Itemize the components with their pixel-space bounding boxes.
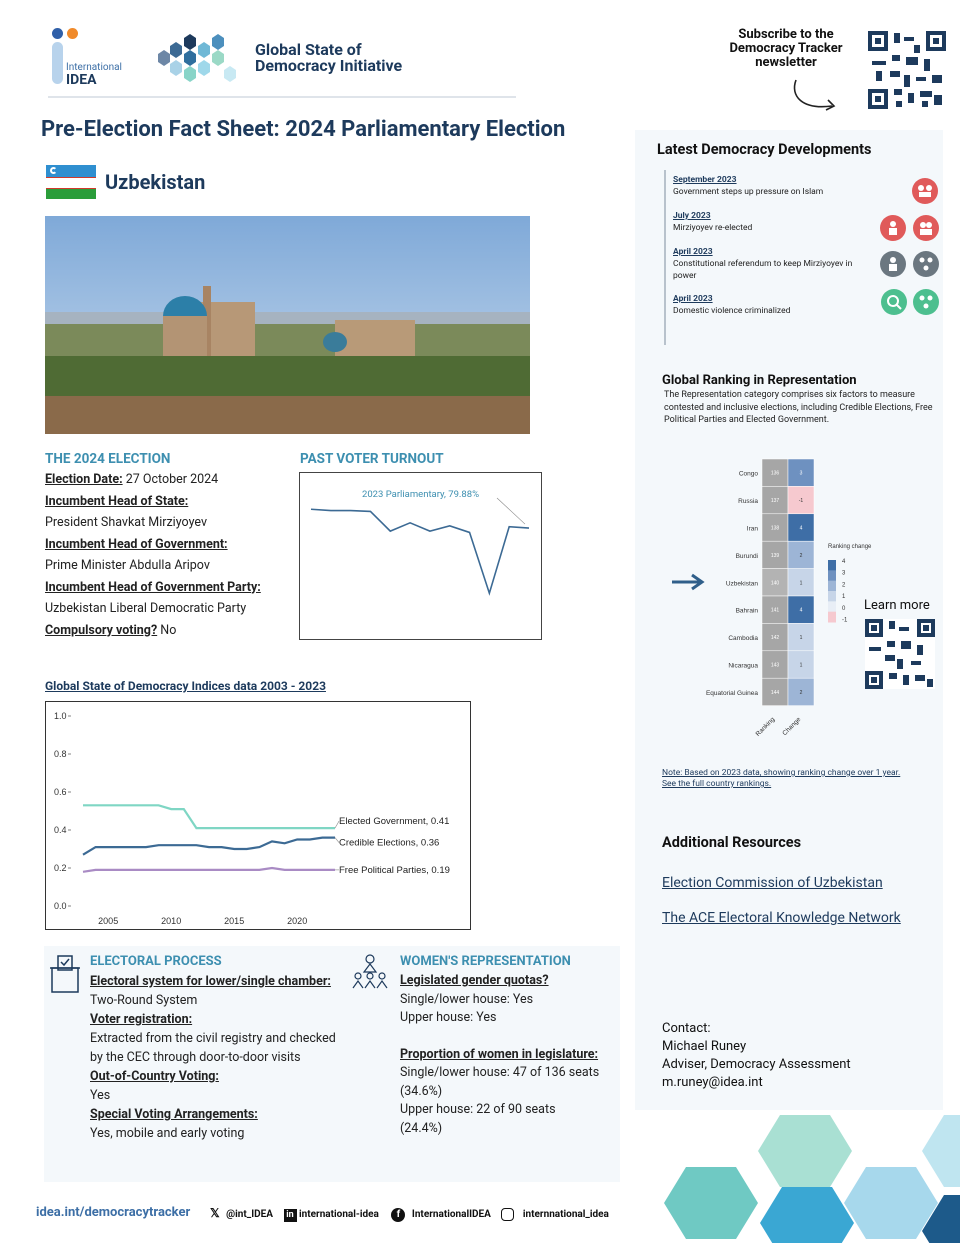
indices-chart bbox=[45, 701, 471, 930]
ace-network-link[interactable]: The ACE Electoral Knowledge Network bbox=[662, 910, 901, 926]
footer-site-link[interactable]: idea.int/democracytracker bbox=[36, 1205, 191, 1220]
ranking-value: 138 bbox=[770, 525, 780, 532]
contact-email[interactable]: m.runey@idea.int bbox=[662, 1075, 763, 1090]
ranking-value: 139 bbox=[770, 552, 780, 559]
women-heading: WOMEN'S REPRESENTATION bbox=[400, 954, 571, 969]
turnout-annotation: 2023 Parliamentary, 79.88% bbox=[362, 489, 480, 500]
learn-more-label[interactable]: Learn more bbox=[864, 598, 930, 613]
uzbekistan-flag bbox=[46, 165, 96, 199]
country-label: Burundi bbox=[735, 552, 758, 560]
change-value: 1 bbox=[799, 580, 803, 587]
heatmap-x-label: Ranking bbox=[754, 716, 777, 738]
quota-lower: Single/lower house: Yes bbox=[400, 991, 534, 1007]
prop-lower: Single/lower house: 47 of 136 seats (34.6%) bbox=[400, 1065, 600, 1099]
x-tick-label: 2015 bbox=[224, 916, 245, 926]
heatmap-x-label: Change bbox=[781, 716, 803, 738]
y-tick-label: 0.8 bbox=[54, 749, 67, 759]
y-tick-label: 0.0 bbox=[54, 901, 67, 911]
legend-tick: 3 bbox=[842, 570, 846, 577]
country-label: Congo bbox=[738, 470, 758, 478]
legend-swatch bbox=[828, 581, 836, 592]
initiative-title bbox=[255, 42, 402, 74]
ranking-heatmap bbox=[690, 455, 872, 745]
ballot-box-icon bbox=[48, 954, 82, 994]
y-tick-label: 1.0 bbox=[54, 711, 67, 721]
compulsory-label: Compulsory voting? bbox=[45, 622, 158, 638]
head-gov-label: Incumbent Head of Government: bbox=[45, 536, 228, 552]
contact-name: Michael Runey bbox=[662, 1039, 747, 1054]
head-gov-value: Prime Minister Abdulla Aripov bbox=[45, 558, 210, 573]
quota-label: Legislated gender quotas? bbox=[400, 973, 549, 988]
country-label: Russia bbox=[738, 498, 758, 506]
samarkand-photo bbox=[45, 216, 530, 434]
change-value: 4 bbox=[799, 525, 803, 532]
indices-heading[interactable]: Global State of Democracy Indices data 2003 - 2023 bbox=[45, 679, 326, 693]
initiative-line1: Global State of bbox=[255, 40, 362, 59]
change-value: -1 bbox=[798, 498, 804, 505]
people-icon bbox=[880, 251, 906, 277]
newsletter-qr-code[interactable] bbox=[868, 31, 946, 109]
ranking-value: 144 bbox=[770, 689, 780, 696]
system-value: Two-Round System bbox=[90, 993, 198, 1008]
ranking-value: 136 bbox=[770, 470, 780, 477]
country-name: Uzbekistan bbox=[105, 170, 206, 194]
footer-social bbox=[210, 1206, 609, 1222]
change-value: 1 bbox=[799, 662, 803, 669]
curved-arrow-icon bbox=[788, 76, 844, 116]
development-date[interactable]: September 2023 bbox=[673, 175, 737, 185]
legend-tick: 1 bbox=[842, 594, 846, 601]
series-label: Credible Elections, 0.36 bbox=[339, 837, 440, 849]
group-icon bbox=[913, 215, 939, 241]
instagram-icon[interactable] bbox=[501, 1208, 514, 1221]
page-title: Pre-Election Fact Sheet: 2024 Parliamentary Election bbox=[41, 117, 566, 142]
women-info bbox=[400, 972, 600, 1138]
contact-block bbox=[662, 1020, 851, 1092]
ranking-note-line2[interactable]: See the full country rankings. bbox=[662, 779, 772, 789]
series-label: Free Political Parties, 0.19 bbox=[339, 864, 450, 876]
registration-label: Voter registration: bbox=[90, 1012, 193, 1027]
development-item[interactable] bbox=[673, 174, 873, 198]
country-label: Iran bbox=[746, 525, 758, 533]
women-group-icon bbox=[350, 952, 390, 994]
instagram-handle[interactable]: internnational_idea bbox=[522, 1209, 609, 1220]
network-icon bbox=[913, 289, 939, 315]
legend-title: Ranking change bbox=[828, 544, 872, 550]
development-text: Domestic violence criminalized bbox=[673, 306, 791, 316]
series-line bbox=[83, 805, 335, 828]
legend-swatch bbox=[828, 612, 836, 623]
facebook-handle[interactable]: InternationalIDEA bbox=[411, 1209, 491, 1220]
header-divider bbox=[48, 96, 516, 98]
turnout-leader bbox=[497, 498, 525, 524]
ranking-value: 143 bbox=[770, 662, 780, 669]
quota-upper: Upper house: Yes bbox=[400, 1010, 497, 1025]
legend-tick: -1 bbox=[842, 617, 848, 624]
prop-upper: Upper house: 22 of 90 seats (24.4%) bbox=[400, 1102, 556, 1136]
legend-tick: 2 bbox=[842, 582, 846, 589]
prop-label: Proportion of women in legislature: bbox=[400, 1046, 599, 1062]
logo-dot-orange bbox=[67, 28, 78, 39]
legend-swatch bbox=[828, 560, 836, 571]
network-icon bbox=[913, 251, 939, 277]
electoral-heading: ELECTORAL PROCESS bbox=[90, 954, 222, 969]
development-item[interactable] bbox=[673, 210, 873, 234]
learn-more-qr-code[interactable] bbox=[865, 619, 935, 689]
election-heading: THE 2024 ELECTION bbox=[45, 451, 171, 467]
ranking-value: 141 bbox=[770, 607, 780, 614]
ranking-note[interactable] bbox=[662, 768, 900, 790]
change-value: 2 bbox=[799, 552, 803, 559]
ranking-heading: Global Ranking in Representation bbox=[662, 373, 857, 388]
system-label: Electoral system for lower/single chamber: bbox=[90, 974, 331, 989]
electoral-info bbox=[90, 972, 350, 1143]
x-handle[interactable]: @int_IDEA bbox=[226, 1209, 273, 1220]
protest-icon bbox=[912, 178, 938, 204]
subscribe-line1: Subscribe to the bbox=[738, 27, 834, 42]
subscribe-line2: Democracy Tracker bbox=[729, 41, 843, 56]
ranking-value: 137 bbox=[770, 498, 780, 505]
series-label: Elected Government, 0.41 bbox=[339, 816, 450, 828]
logo-dot-blue bbox=[52, 28, 63, 39]
development-item[interactable] bbox=[673, 246, 873, 282]
country-label: Bahrain bbox=[735, 607, 758, 615]
registration-value: Extracted from the civil registry and checked by the CEC through door-to-door visits bbox=[90, 1031, 336, 1065]
subscribe-line3: newsletter bbox=[755, 55, 817, 70]
search-person-icon bbox=[881, 289, 907, 315]
country-label: Equatorial Guinea bbox=[705, 689, 758, 697]
special-value: Yes, mobile and early voting bbox=[90, 1126, 245, 1141]
change-value: 2 bbox=[799, 689, 803, 696]
ranking-description: The Representation category comprises six factors to measure contested and inclusive elections, including Credible Elections, Free Political Parties and Elected Government. bbox=[664, 390, 933, 425]
initiative-line2: Democracy Initiative bbox=[255, 56, 403, 75]
country-label: Cambodia bbox=[728, 635, 758, 643]
ooc-label: Out-of-Country Voting: bbox=[90, 1069, 219, 1084]
election-date-value: 27 October 2024 bbox=[122, 472, 219, 487]
hexagon-logo bbox=[148, 30, 240, 86]
party-value: Uzbekistan Liberal Democratic Party bbox=[45, 601, 247, 616]
election-date-label: Election Date: bbox=[45, 472, 123, 487]
change-value: 4 bbox=[799, 607, 803, 614]
facebook-icon[interactable]: f bbox=[391, 1208, 405, 1222]
contact-role: Adviser, Democracy Assessment bbox=[662, 1057, 851, 1072]
contact-label: Contact: bbox=[662, 1021, 711, 1036]
head-state-label: Incumbent Head of State: bbox=[45, 493, 189, 509]
legend-tick: 0 bbox=[842, 605, 846, 612]
logo-bar bbox=[52, 42, 63, 84]
y-tick-label: 0.6 bbox=[54, 787, 67, 797]
compulsory-value: No bbox=[157, 622, 177, 638]
y-tick-label: 0.4 bbox=[54, 825, 67, 835]
ranking-note-line1: Note: Based on 2023 data, showing ranking change over 1 year. bbox=[662, 768, 901, 778]
linkedin-handle[interactable]: international-idea bbox=[299, 1209, 379, 1220]
subscribe-text[interactable] bbox=[716, 28, 856, 70]
development-item[interactable] bbox=[673, 293, 873, 317]
x-tick-label: 2005 bbox=[98, 916, 119, 926]
development-text: Constitutional referendum to keep Mirziyoyev in power bbox=[673, 259, 853, 281]
idea-logo[interactable] bbox=[48, 26, 138, 88]
special-label: Special Voting Arrangements: bbox=[90, 1107, 258, 1122]
ooc-value: Yes bbox=[90, 1088, 111, 1103]
ranking-value: 142 bbox=[770, 635, 780, 642]
logo-text-idea: IDEA bbox=[66, 72, 97, 88]
development-date[interactable]: April 2023 bbox=[673, 247, 713, 257]
head-state-value: President Shavkat Mirziyoyev bbox=[45, 515, 208, 530]
decorative-hexagons bbox=[660, 1105, 960, 1243]
legend-swatch bbox=[828, 601, 836, 612]
people-icon bbox=[880, 215, 906, 241]
ranking-value: 140 bbox=[770, 580, 780, 587]
resources-heading: Additional Resources bbox=[662, 834, 802, 851]
turnout-line bbox=[311, 509, 529, 593]
development-date[interactable]: April 2023 bbox=[673, 294, 713, 304]
x-tick-label: 2020 bbox=[287, 916, 308, 926]
series-line bbox=[83, 868, 335, 872]
series-line bbox=[83, 838, 335, 855]
x-icon[interactable]: 𝕏 bbox=[210, 1206, 220, 1220]
x-tick-label: 2010 bbox=[161, 916, 182, 926]
turnout-heading: PAST VOTER TURNOUT bbox=[300, 451, 444, 467]
country-label: Uzbekistan bbox=[725, 580, 758, 588]
country-label: Nicaragua bbox=[728, 662, 758, 670]
election-info bbox=[45, 469, 295, 641]
development-date[interactable]: July 2023 bbox=[673, 211, 711, 221]
legend-tick: 4 bbox=[842, 559, 846, 565]
logo-text-international: International bbox=[66, 62, 122, 73]
legend-swatch bbox=[828, 570, 836, 581]
y-tick-label: 0.2 bbox=[54, 863, 67, 873]
change-value: 3 bbox=[799, 470, 803, 477]
developments-heading: Latest Democracy Developments bbox=[657, 141, 872, 158]
change-value: 1 bbox=[799, 635, 803, 642]
legend-swatch bbox=[828, 591, 836, 602]
development-text: Mirziyoyev re-elected bbox=[673, 223, 753, 233]
developments-timeline-line bbox=[664, 170, 666, 345]
party-label: Incumbent Head of Government Party: bbox=[45, 579, 261, 595]
development-text: Government steps up pressure on Islam bbox=[673, 187, 824, 197]
linkedin-icon[interactable]: in bbox=[284, 1209, 297, 1222]
election-commission-link[interactable]: Election Commission of Uzbekistan bbox=[662, 875, 883, 891]
